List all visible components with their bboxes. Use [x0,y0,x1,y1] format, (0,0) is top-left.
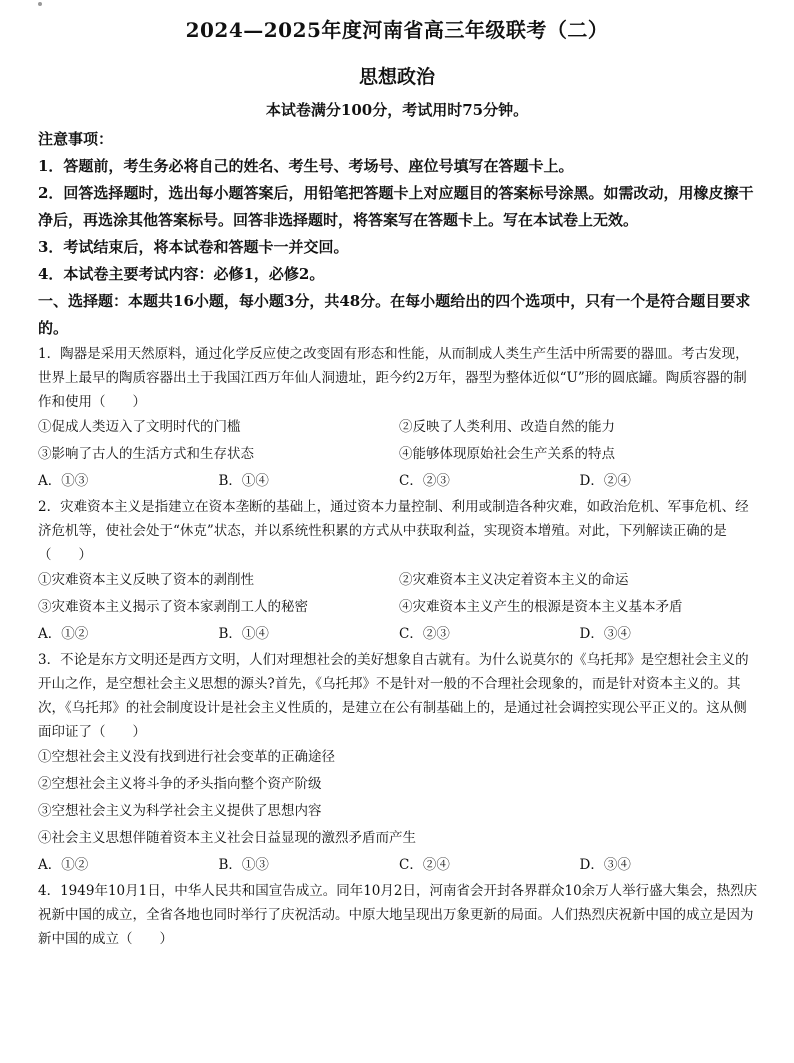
statement: ①灾难资本主义反映了资本的剥削性 [38,572,254,588]
choice-d: D．③④ [579,626,631,642]
answer-choices [38,852,760,879]
choice-b: B．①③ [218,857,269,873]
statement: ③空想社会主义为科学社会主义提供了思想内容 [38,803,322,819]
note-item: 1．答题前，考生务必将自己的姓名、考生号、考场号、座位号填写在答题卡上。 [38,157,574,175]
statement: ①促成人类迈入了文明时代的门槛 [38,419,241,435]
note-item: 3．考试结束后，将本试卷和答题卡一并交回。 [38,238,349,256]
statement: ②反映了人类利用、改造自然的能力 [399,419,615,435]
choice-a: A．①② [38,626,89,642]
answer-choices [38,468,760,495]
question-stem: 1．陶器是采用天然原料，通过化学反应使之改变固有形态和性能，从而制成人类生产生活中所需要的器皿。考古发现，世界上最早的陶质容器出土于我国江西万年仙人洞遗址，距今约2万年，器型为整体近似“U”形的圆底罐。陶质容器的制作和使用（ ） [38,346,749,410]
choice-a: A．①③ [38,473,89,489]
choice-c: C．②③ [399,626,450,642]
choice-b: B．①④ [218,626,269,642]
statement: ②空想社会主义将斗争的矛头指向整个资产阶级 [38,776,322,792]
score-line: 本试卷满分100分，考试用时75分钟。 [265,101,529,119]
choice-c: C．②③ [399,473,450,489]
notes-heading: 注意事项： [38,130,114,148]
exam-body [38,126,760,951]
statement-grid [38,567,760,621]
choice-d: D．③④ [579,857,631,873]
statement-grid [38,414,760,468]
corner-dot [38,2,42,6]
exam-title: 2024—2025年度河南省高三年级联考（二） [185,18,609,42]
note-item: 2．回答选择题时，选出每小题答案后，用铅笔把答题卡上对应题目的答案标号涂黑。如需改动，用橡皮擦干净后，再选涂其他答案标号。回答非选择题时，将答案写在答题卡上。写在本试卷上无效。 [38,184,754,229]
question-stem: 3．不论是东方文明还是西方文明，人们对理想社会的美好想象自古就有。为什么说莫尔的《乌托邦》是空想社会主义的开山之作，是空想社会主义思想的源头?首先，《乌托邦》不是针对一般的不合理社会现象的，而是针对资本主义的。其次，《乌托邦》的社会制度设计是社会主义性质的，是建立在公有制基础上的，是通过社会调控实现公平正义的。这从侧面印证了（ ） [38,652,749,740]
choice-a: A．①② [38,857,89,873]
statement: ④社会主义思想伴随着资本主义社会日益显现的激烈矛盾而产生 [38,830,416,846]
answer-choices [38,621,760,648]
choice-c: C．②④ [399,857,450,873]
statement: ④灾难资本主义产生的根源是资本主义基本矛盾 [399,599,683,615]
statement: ②灾难资本主义决定着资本主义的命运 [399,572,629,588]
question-stem: 2．灾难资本主义是指建立在资本垄断的基础上，通过资本力量控制、利用或制造各种灾难，如政治危机、军事危机、经济危机等，使社会处于“休克”状态，并以系统性积累的方式从中获取利益，实现资本增殖。对此，下列解读正确的是（ ） [38,499,749,563]
choice-d: D．②④ [579,473,631,489]
note-item: 4．本试卷主要考试内容：必修1，必修2。 [38,265,325,283]
question-stem: 4．1949年10月1日，中华人民共和国宣告成立。同年10月2日，河南省会开封各界群众10余万人举行盛大集会，热烈庆祝新中国的成立，全省各地也同时举行了庆祝活动。中原大地呈现出万象更新的局面。人们热烈庆祝新中国的成立是因为新中国的成立（ ） [38,883,758,947]
choice-b: B．①④ [218,473,269,489]
statement: ③影响了古人的生活方式和生存状态 [38,446,254,462]
section-instruction: 一、选择题：本题共16小题，每小题3分，共48分。在每小题给出的四个选项中，只有一个是符合题目要求的。 [38,292,751,337]
statement: ①空想社会主义没有找到进行社会变革的正确途径 [38,749,335,765]
statement: ④能够体现原始社会生产关系的特点 [399,446,615,462]
subject-title: 思想政治 [358,66,435,88]
statement: ③灾难资本主义揭示了资本家剥削工人的秘密 [38,599,308,615]
